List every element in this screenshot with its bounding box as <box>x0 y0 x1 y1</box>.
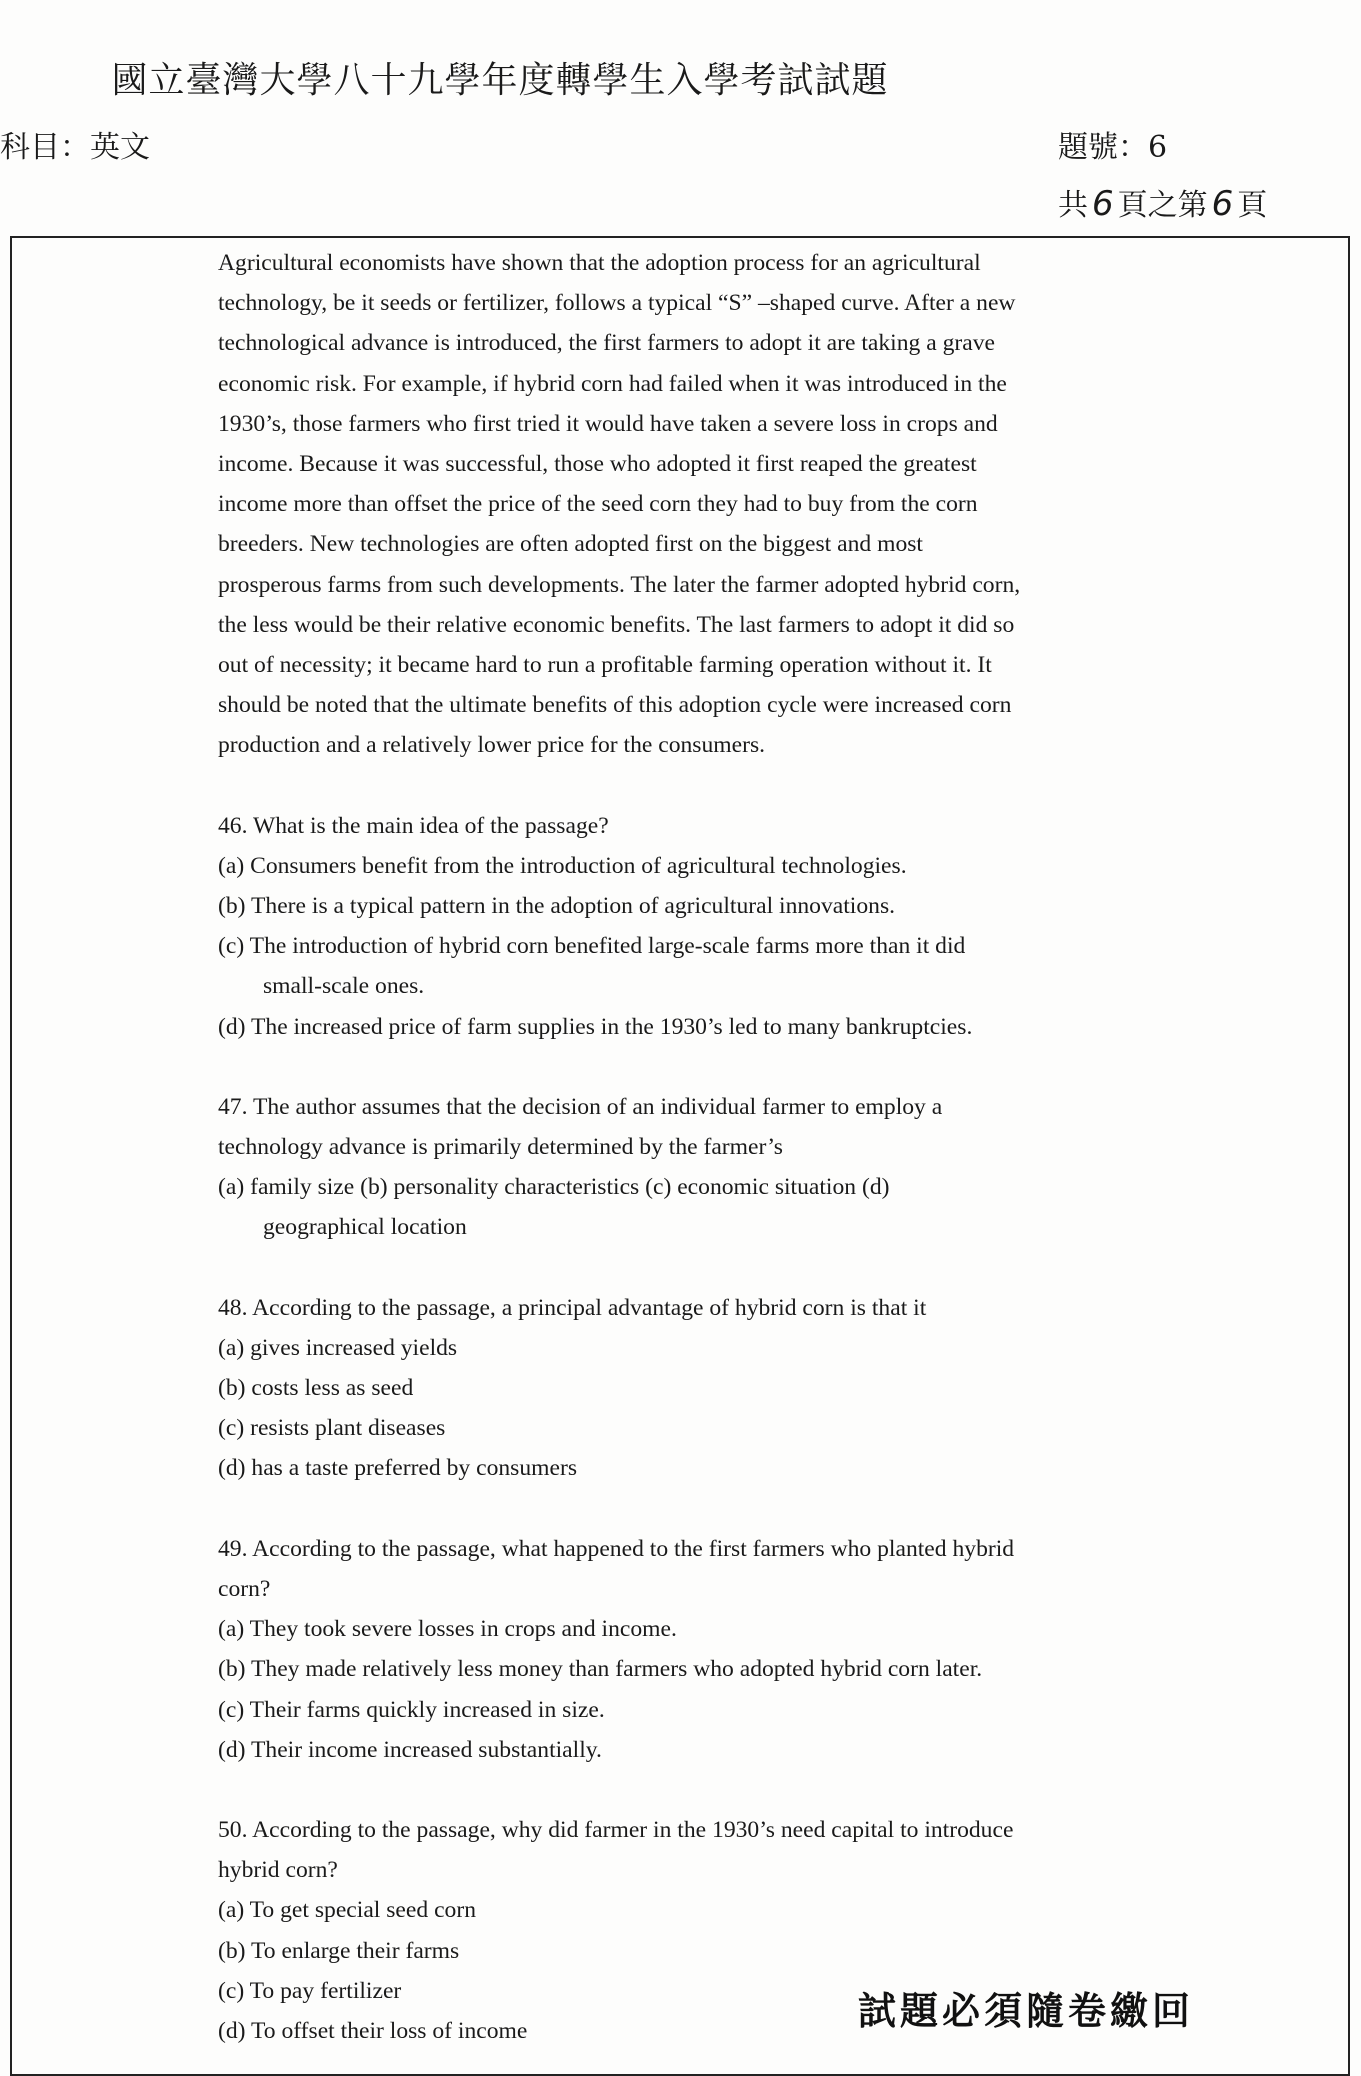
page-prefix: 共 <box>1058 188 1088 223</box>
passage-line: out of necessity; it became hard to run a profitable farming operation without it. It <box>218 652 992 679</box>
answer-option: (b) There is a typical pattern in the adoption of agricultural innovations. <box>218 893 896 920</box>
answer-option: (a) They took severe losses in crops and income. <box>218 1616 677 1643</box>
answer-option: (d) Their income increased substantially. <box>218 1736 602 1763</box>
question-block <box>218 806 1178 1047</box>
question-block <box>218 1288 1178 1489</box>
passage-line: economic risk. For example, if hybrid corn had failed when it was introduced in the <box>218 370 1007 397</box>
answer-option: (b) They made relatively less money than farmers who adopted hybrid corn later. <box>218 1656 983 1683</box>
answer-option: (b) costs less as seed <box>218 1375 414 1402</box>
passage-line: technology, be it seeds or fertilizer, follows a typical “S” –shaped curve. After a new <box>218 290 1016 317</box>
passage-line: prosperous farms from such developments. The later the farmer adopted hybrid corn, <box>218 571 1021 598</box>
page-current: 6 <box>1211 184 1234 224</box>
answer-option: (d) To offset their loss of income <box>218 2017 528 2044</box>
passage-line: production and a relatively lower price for the consumers. <box>218 732 766 759</box>
question-stem: 46. What is the main idea of the passage? <box>218 812 609 839</box>
reading-passage <box>218 243 1178 766</box>
page-total: 6 <box>1092 184 1114 224</box>
answer-option: (c) To pay fertilizer <box>218 1977 402 2004</box>
passage-line: the less would be their relative economic benefits. The last farmers to adopt it did so <box>218 611 1015 638</box>
passage-line: income more than offset the price of the seed corn they had to buy from the corn <box>218 491 978 518</box>
question-stem: hybrid corn? <box>218 1857 338 1884</box>
passage-line: Agricultural economists have shown that the adoption process for an agricultural <box>218 250 981 276</box>
question-list <box>218 806 1178 2051</box>
answer-option: (a) gives increased yields <box>218 1334 458 1361</box>
answer-option: (b) To enlarge their farms <box>218 1937 460 1964</box>
answer-option: (a) To get special seed corn <box>218 1897 476 1924</box>
answer-option: (d) has a taste preferred by consumers <box>218 1455 577 1482</box>
answer-option: geographical location <box>263 1214 467 1241</box>
question-number-label: 題號：6 <box>1058 130 1168 165</box>
return-exam-stamp: 試題必須隨卷繳回 <box>858 1989 1195 2033</box>
answer-option: (c) The introduction of hybrid corn benefited large-scale farms more than it did <box>218 933 966 960</box>
answer-option: (c) Their farms quickly increased in size. <box>218 1696 605 1723</box>
question-stem: 47. The author assumes that the decision of an individual farmer to employ a <box>218 1093 943 1120</box>
page-middle: 頁之第 <box>1117 188 1208 223</box>
passage-line: income. Because it was successful, those who adopted it first reaped the greatest <box>218 451 977 478</box>
answer-option: small-scale ones. <box>263 973 425 1000</box>
page-suffix: 頁 <box>1237 188 1268 223</box>
exam-content <box>218 243 1178 2051</box>
answer-option: (a) Consumers benefit from the introduction of agricultural technologies. <box>218 852 907 879</box>
question-stem: 50. According to the passage, why did farmer in the 1930’s need capital to introduce <box>218 1816 1014 1843</box>
question-stem: 48. According to the passage, a principal advantage of hybrid corn is that it <box>218 1294 927 1321</box>
passage-line: technological advance is introduced, the first farmers to adopt it are taking a grave <box>218 330 995 357</box>
question-stem: technology advance is primarily determined by the farmer’s <box>218 1134 783 1161</box>
passage-line: 1930’s, those farmers who first tried it would have taken a severe loss in crops and <box>218 410 998 437</box>
exam-header-title: 國立臺灣大學八十九學年度轉學生入學考試試題 <box>111 60 889 101</box>
subject-label: 科目：英文 <box>0 130 150 165</box>
answer-option: (a) family size (b) personality characteristics (c) economic situation (d) <box>218 1174 890 1201</box>
answer-option: (c) resists plant diseases <box>218 1415 446 1442</box>
question-stem: 49. According to the passage, what happened to the first farmers who planted hybrid <box>218 1535 1015 1562</box>
passage-line: should be noted that the ultimate benefits of this adoption cycle were increased corn <box>218 692 1012 719</box>
passage-line: breeders. New technologies are often adopted first on the biggest and most <box>218 531 923 558</box>
page-count-label <box>1058 180 1267 224</box>
question-block <box>218 1529 1178 1770</box>
question-block <box>218 1087 1178 1248</box>
question-stem: corn? <box>218 1575 271 1602</box>
answer-option: (d) The increased price of farm supplies in the 1930’s led to many bankruptcies. <box>218 1013 973 1040</box>
